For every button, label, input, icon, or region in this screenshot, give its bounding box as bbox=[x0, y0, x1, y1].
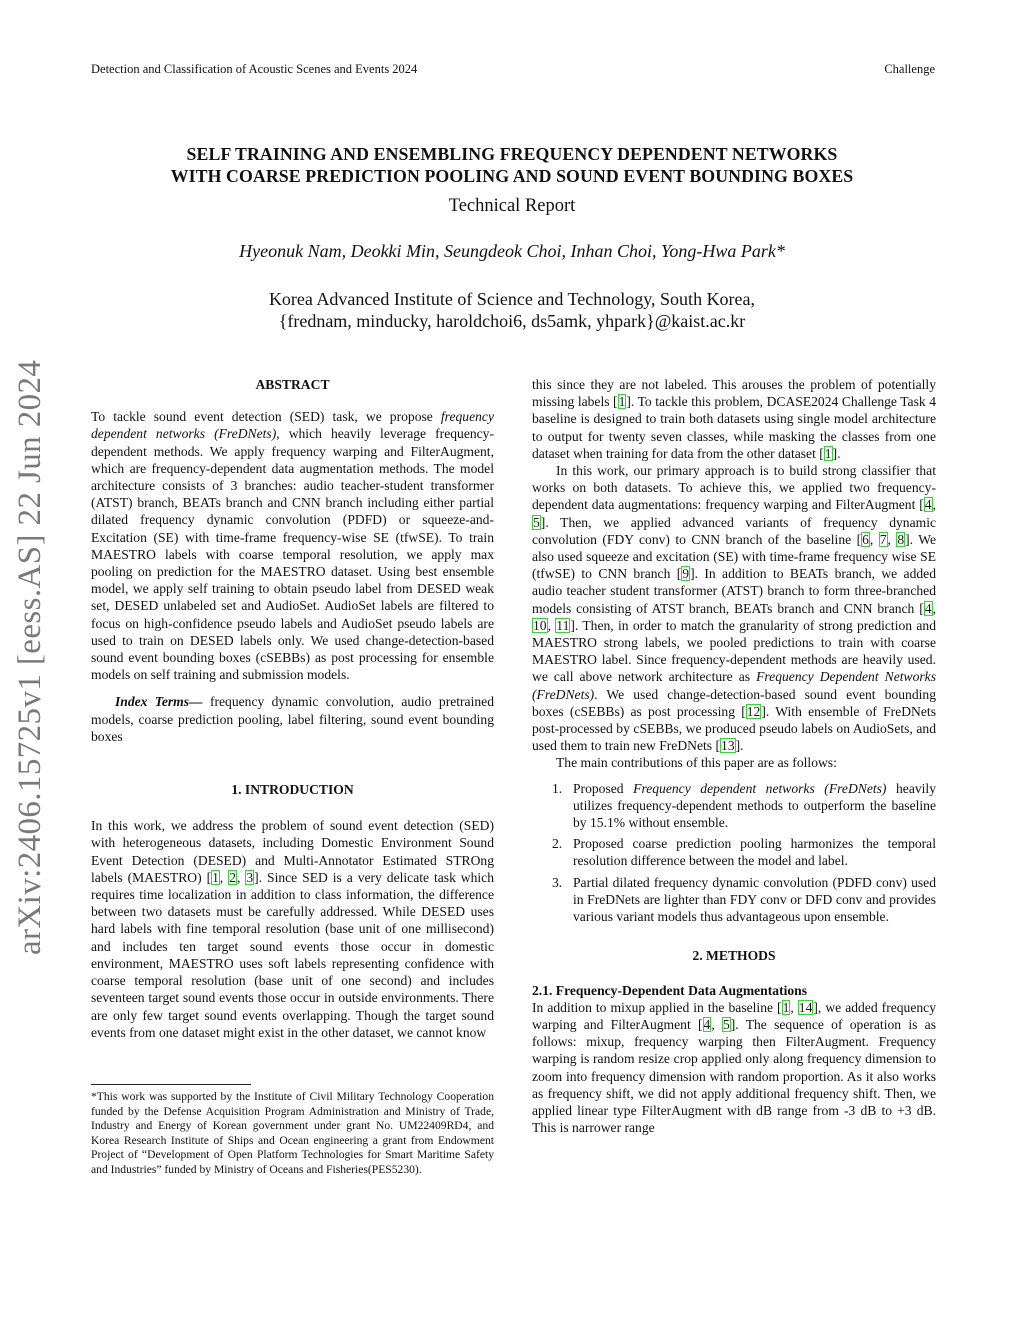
title-line-2: WITH COARSE PREDICTION POOLING AND SOUND EVENT BOUNDING BOXES bbox=[170, 166, 854, 186]
abstract-heading: ABSTRACT bbox=[255, 377, 330, 392]
footnote-funding: *This work was supported by the Institute of Civil Military Technology Cooperation funded by the Defense Acquisition Program Administration and Ministry of Trade, Industry and Energy of Korean government under grant No. UM22409RD4, and Korea Research Institute of Ships and Ocean engineering a grant from Endowment Project of “Development of Open Platform Technologies for Smart Maritime Safety and Industries” funded by Ministry of Oceans and Fisheries(PES5230). bbox=[91, 1090, 494, 1176]
citation-link[interactable]: 5 bbox=[722, 1016, 730, 1032]
citation-link[interactable]: 5 bbox=[533, 514, 540, 530]
affiliation-emails: {frednam, minducky, haroldchoi6, ds5amk, yhpark}@kaist.ac.kr bbox=[278, 311, 746, 331]
citation-link[interactable]: 11 bbox=[556, 617, 570, 633]
running-header-left: Detection and Classification of Acoustic Scenes and Events 2024 bbox=[91, 62, 418, 76]
list-item: 2. Proposed coarse prediction pooling harmonizes the temporal resolution difference between the model and label. bbox=[552, 836, 936, 869]
citation-link[interactable]: 4 bbox=[703, 1016, 711, 1032]
citation-link[interactable]: 6 bbox=[862, 531, 869, 547]
index-terms: Index Terms— frequency dynamic convolution, audio pretrained models, coarse prediction pooling, label filtering, sound event bounding boxes bbox=[91, 694, 494, 744]
citation-link[interactable]: 14 bbox=[798, 999, 813, 1015]
contributions-list bbox=[532, 780, 936, 926]
citation-link[interactable]: 2 bbox=[229, 869, 237, 885]
intro-continued-text: this since they are not labeled. This arouses the problem of potentially missing labels [1]. To tackle this problem, DCASE2024 Challenge Task 4 baseline is designed to train both datasets using single model architecture to output for twenty seven classes, while masking the classes from one dataset when training for data from the other dataset [1]. bbox=[532, 377, 936, 461]
methods-text: In addition to mixup applied in the baseline [1, 14], we added frequency warping and FilterAugment [4, 5]. The sequence of operation is as follows: mixup, frequency warping then FilterAugment. Frequency warping is random resize crop applied only along frequency dimension to zoom into frequency dimension with random proportion. As it also works as frequency shift, we did not apply additional frequency shift. Then, we applied linear type FilterAugment with dB range from -3 dB to +3 dB. This is narrower range bbox=[532, 999, 937, 1136]
list-item: 3. Partial dilated frequency dynamic convolution (PDFD conv) used in FreDNets are lighter than FDY conv or DFD conv and provides various variant models thus advantageous upon ensemble. bbox=[552, 874, 936, 925]
citation-link[interactable]: 1 bbox=[618, 394, 626, 410]
footnote-rule bbox=[91, 1084, 251, 1085]
paper-title bbox=[120, 143, 904, 187]
citation-link[interactable]: 1 bbox=[782, 999, 790, 1015]
report-type: Technical Report bbox=[448, 196, 576, 216]
contributions-intro: The main contributions of this paper are as follows: bbox=[556, 755, 837, 771]
citation-link[interactable]: 3 bbox=[246, 869, 254, 885]
approach-paragraph: In this work, our primary approach is to build strong classifier that works on both datasets. To achieve this, we applied two frequency-dependent data augmentations: frequency warping and FilterAugment [4, 5]. Then, we applied advanced variants of frequency dynamic convolution (FDY conv) to CNN branch of the baseline [6, 7, 8]. We also used squeeze and excitation (SE) with time-frame frequency wise SE (tfwSE) to CNN branch [9]. In addition to BEATs branch, we added audio teacher student transformer (ATST) branch to form three-branched models consisting of ATST branch, BEATs branch and CNN branch [4, 10, 11]. Then, in order to match the granularity of strong prediction and MAESTRO strong labels, we pooled predictions to train with coarse MAESTRO label. Since frequency-dependent methods are heavily used. we call above network architecture as Frequency Dependent Networks (FreDNets). We used change-detection-based sound event bounding boxes (cSEBBs) as post processing [12]. With ensemble of FreDNets post-processed by cSEBBs, we produced pseudo labels on AudioSets, and used them to train new FreDNets [13]. bbox=[532, 463, 937, 754]
subsection-heading: 2.1. Frequency-Dependent Data Augmentations bbox=[532, 982, 808, 998]
author-list: Hyeonuk Nam, Deokki Min, Seungdeok Choi, Inhan Choi, Yong-Hwa Park* bbox=[239, 241, 785, 261]
affiliation bbox=[0, 288, 1024, 332]
arxiv-stamp[interactable]: arXiv:2406.15725v1 [eess.AS] 22 Jun 2024 bbox=[12, 359, 48, 955]
running-header-right: Challenge bbox=[884, 62, 935, 76]
citation-link[interactable]: 9 bbox=[682, 566, 690, 582]
introduction-text: In this work, we address the problem of sound event detection (SED) with heterogeneous datasets, including Domestic Environment Sound Event Detection (DESED) and Multi-Annotator Estimated STROng labels (MAESTRO) [1, 2, 3]. Since SED is a very delicate task which requires time localization in addition to class information, the difference between two datasets must be carefully addressed. While DESED uses hard labels with fine temporal resolution (base unit of one millisecond) and includes ten target sound events those occur in domestic environment, MAESTRO uses soft labels representing confidence with coarse temporal resolution (base unit of one second) and includes seventeen target sound events those occur in outside environments. There are only few target sound events overlapping. Though the target sound events from one dataset might exist in the other dataset, we cannot know bbox=[91, 818, 495, 1040]
left-column bbox=[91, 376, 494, 1041]
citation-link[interactable]: 8 bbox=[897, 531, 905, 547]
right-column bbox=[532, 376, 936, 1136]
citation-link[interactable]: 4 bbox=[924, 497, 932, 513]
citation-link[interactable]: 10 bbox=[533, 617, 547, 633]
citation-link[interactable]: 1 bbox=[212, 869, 219, 885]
list-item: 1. Proposed Frequency dependent networks (FreDNets) heavily utilizes frequency-dependent methods to outperform the baseline by 15.1% without ensemble. bbox=[552, 780, 936, 831]
methods-heading: 2. METHODS bbox=[692, 948, 776, 964]
citation-link[interactable]: 7 bbox=[879, 531, 887, 547]
abstract-text: To tackle sound event detection (SED) task, we propose frequency dependent networks (FreDNets), which heavily leverage frequency-dependent methods. We apply frequency warping and FilterAugment, which are frequency-dependent data augmentation methods. The model architecture consists of 3 branches: audio teacher-student transformer (ATST) branch, BEATs branch and CNN branch including either partial dilated frequency dynamic convolution (PDFD) or squeeze-and-Excitation (SE) with time-frame frequency-wise SE (tfwSE). To train MAESTRO labels with coarse temporal resolution, we apply max pooling on prediction for the MAESTRO dataset. Using best ensemble model, we apply self training to obtain pseudo label from DESED weak set, DESED unlabeled set and AudioSet. AudioSet labels are filtered to focus on high-confidence pseudo labels and AudioSet pseudo labels are used to train on DESED labels only. We used change-detection-based sound event bounding boxes (cSEBBs) as post processing for ensemble models on self training and submission models. bbox=[91, 409, 495, 683]
citation-link[interactable]: 13 bbox=[721, 738, 735, 754]
title-line-1: SELF TRAINING AND ENSEMBLING FREQUENCY DEPENDENT NETWORKS bbox=[186, 144, 838, 164]
citation-link[interactable]: 4 bbox=[924, 600, 932, 616]
citation-link[interactable]: 12 bbox=[746, 703, 761, 719]
citation-link[interactable]: 1 bbox=[824, 445, 832, 461]
affiliation-institution: Korea Advanced Institute of Science and Technology, South Korea, bbox=[268, 289, 756, 309]
introduction-heading: 1. INTRODUCTION bbox=[231, 782, 354, 798]
